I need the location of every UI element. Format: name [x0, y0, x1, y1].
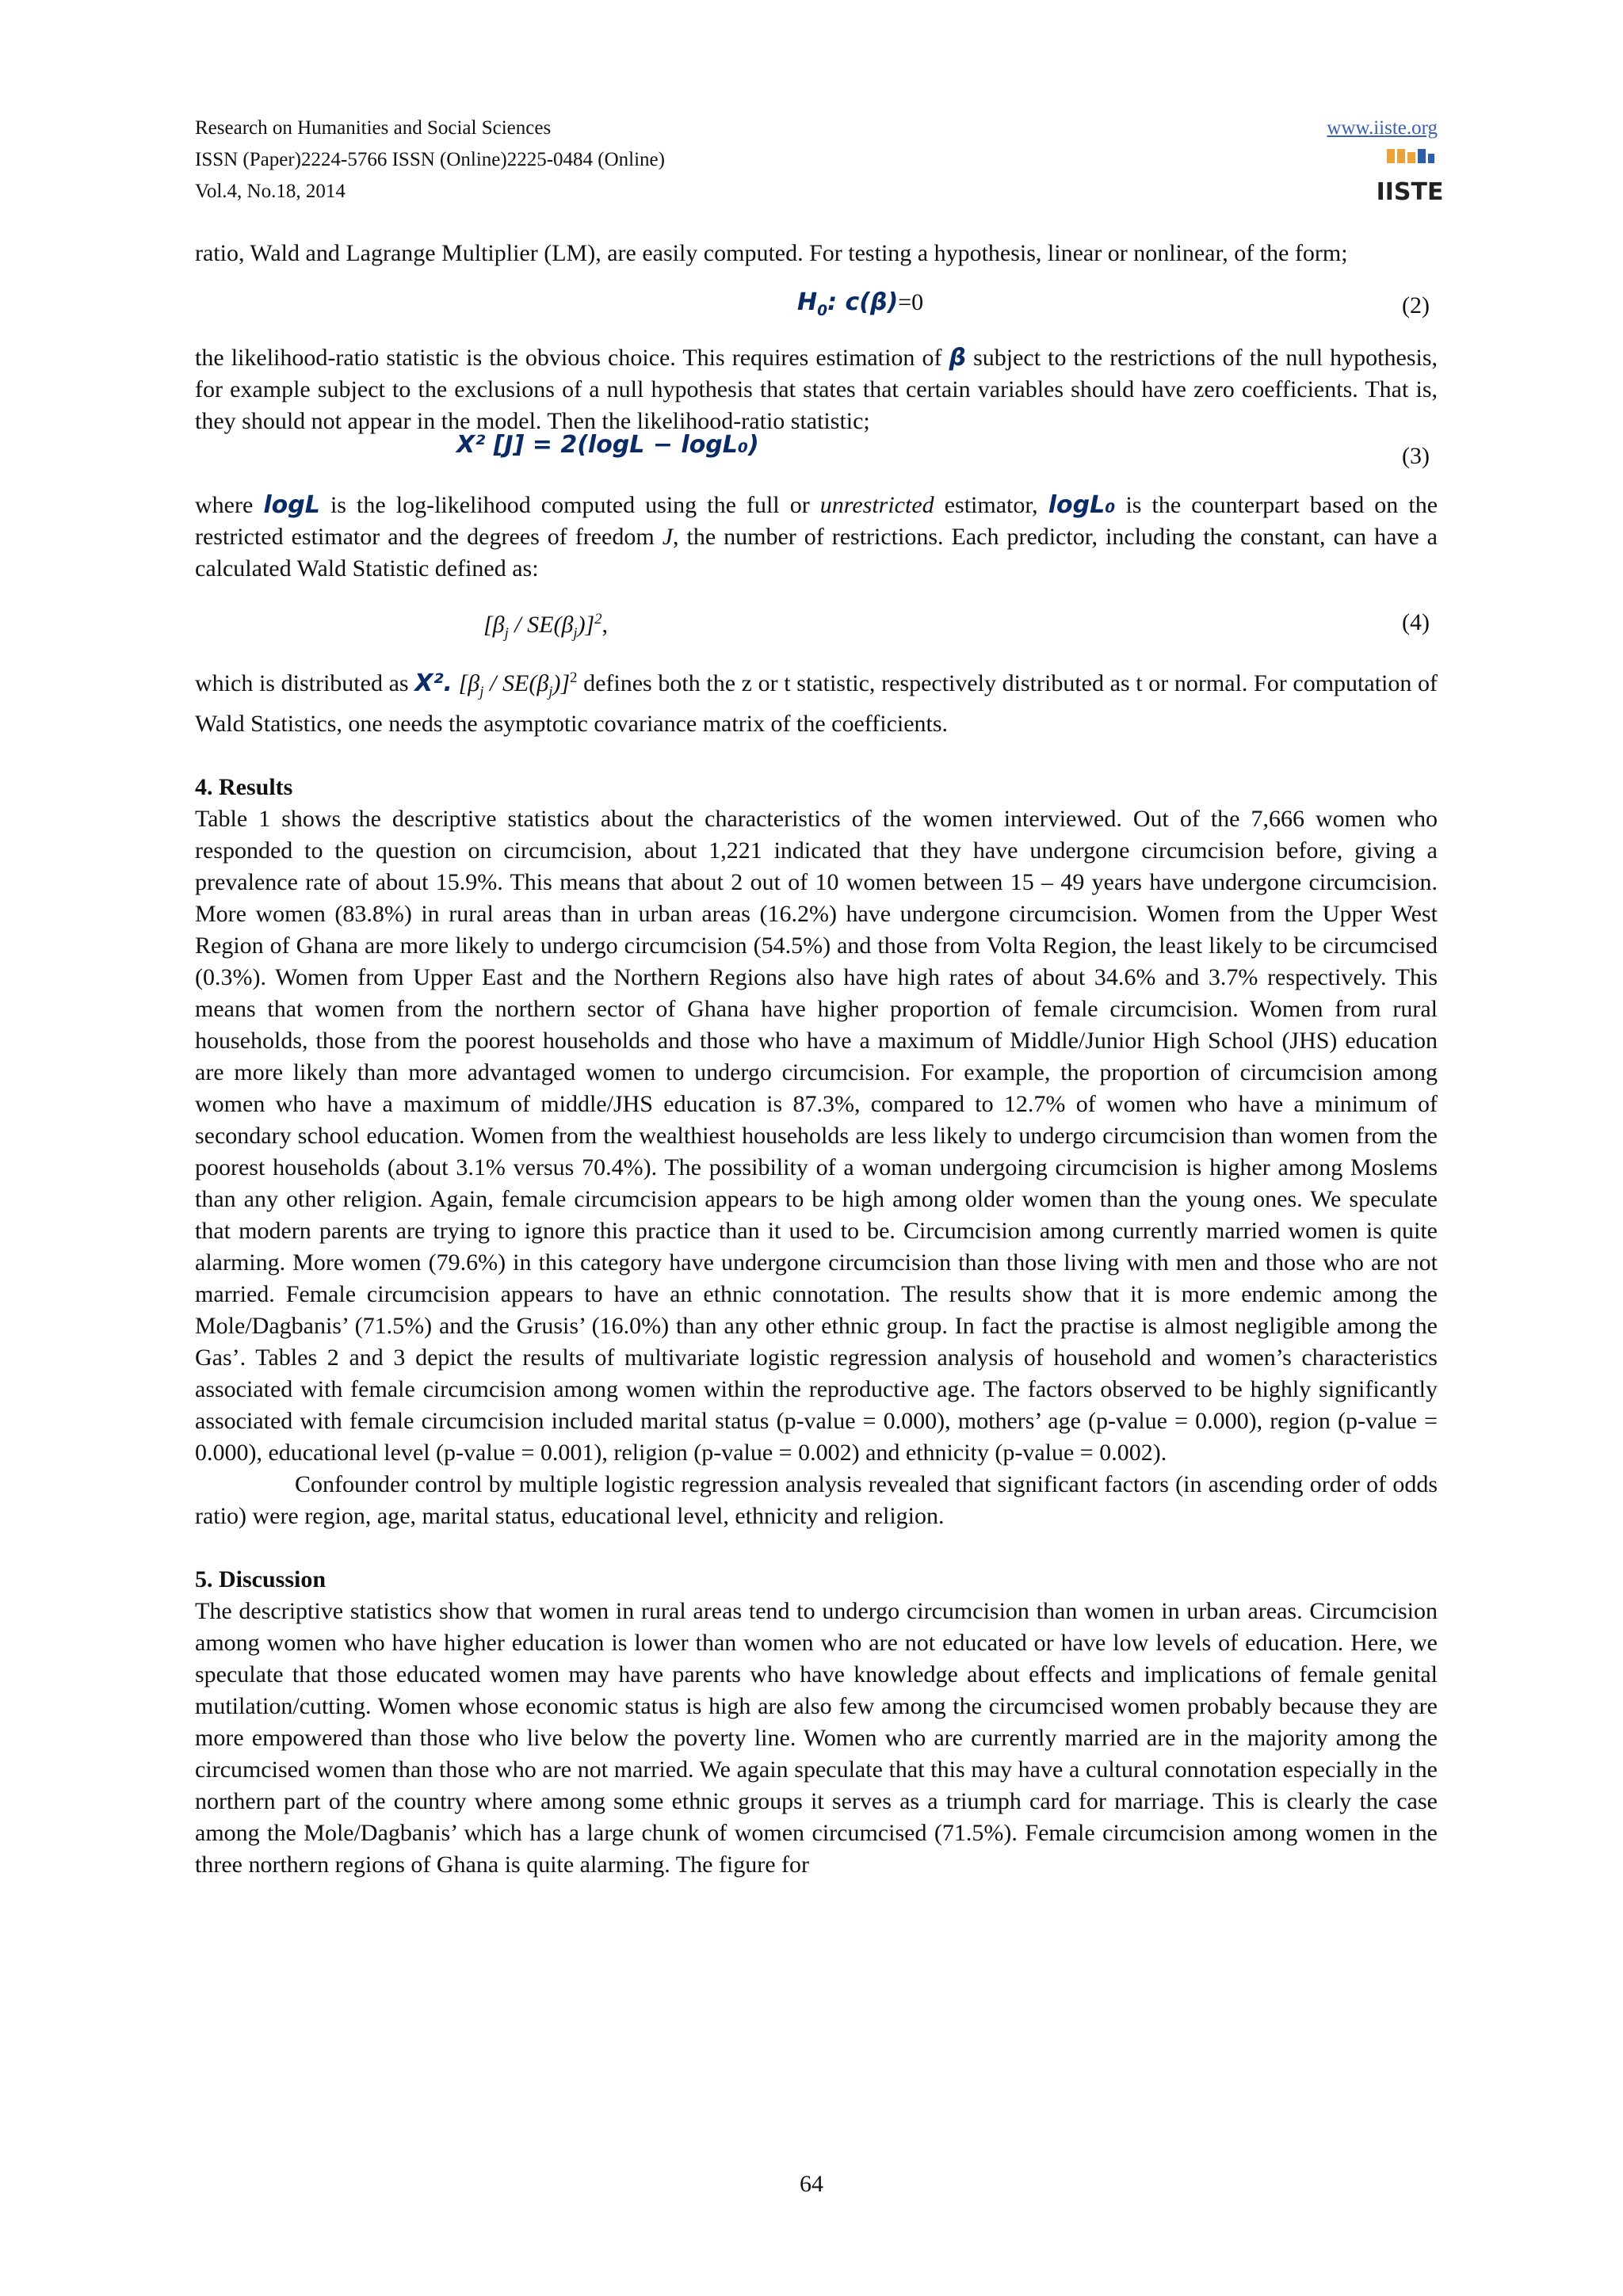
- equation-2-expression: $H_0$: c(β)=0: [797, 288, 924, 319]
- intro-paragraph: ratio, Wald and Lagrange Multiplier (LM), are easily computed. For testing a hypothesis, linear or nonlinear, of the form;: [195, 240, 1348, 266]
- volume-line: Vol.4, No.18, 2014: [195, 181, 346, 202]
- likelihood-ratio-paragraph: the likelihood-ratio statistic is the obvious choice. This requires estimation of β subject to the restrictions of the null hypothesis, for example subject to the exclusions of a null hypothesis that states that certain variables should have zero coefficients. That is, they should not appear in the model. Then the likelihood-ratio statistic;: [195, 344, 1438, 434]
- where-paragraph: where logL is the log-likelihood computed using the full or unrestricted estimator, logL₀ is the counterpart based on the restricted estimator and the degrees of freedom J, the number of restrictions. Each predictor, including the constant, can have a calculated Wald Statistic defined as:: [195, 491, 1438, 582]
- equation-2-number: (2): [1402, 292, 1430, 318]
- equation-4: [195, 604, 1438, 643]
- page-number: 64: [800, 2171, 823, 2197]
- distribution-paragraph: which is distributed as X². $[\beta_j / SE(\beta_j)]^2$ defines both the z or t statistic, respectively distributed as t or normal. For computation of Wald Statistics, one needs the asymptotic covariance matrix of the coefficients.: [195, 669, 1438, 737]
- discussion-paragraph: The descriptive statistics show that women in rural areas tend to undergo circumcision than women in urban areas. Circumcision among women who have higher education is lower than women who are not educated or have low levels of education. Here, we speculate that those educated women may have parents who have knowledge about effects and implications of female genital mutilation/cutting. Women whose economic status is high are also few among the circumcised women probably because they are more empowered than those who live below the poverty line. Women who are currently married are in the majority among the circumcised women than those who are not married. We again speculate that this may have a cultural connotation especially in the northern part of the country where among some ethnic groups it serves as a triumph card for marriage. This is clearly the case among the Mole/Dagbanis’ which has a large chunk of women circumcised (71.5%). Female circumcision among women in the three northern regions of Ghana is quite alarming. The figure for: [195, 1598, 1438, 1878]
- equation-3-number: (3): [1402, 443, 1430, 469]
- results-paragraph-2: Confounder control by multiple logistic regression analysis revealed that significant factors (in ascending order of odds ratio) were region, age, marital status, educational level, ethnicity and religion.: [195, 1471, 1438, 1529]
- logo-text: IISTE: [1376, 178, 1444, 206]
- discussion-heading: 5. Discussion: [195, 1566, 327, 1592]
- equation-3: [195, 431, 1438, 474]
- equation-2: [195, 287, 1438, 326]
- results-heading: 4. Results: [195, 774, 293, 800]
- equation-4-expression: $[\beta_j / SE(\beta_j)]^2$,: [483, 611, 609, 642]
- journal-name: Research on Humanities and Social Sciences: [195, 117, 552, 139]
- issn-line: ISSN (Paper)2224-5766 ISSN (Online)2225-0484 (Online): [195, 149, 665, 170]
- journal-url-link[interactable]: www.iiste.org: [1327, 117, 1438, 139]
- results-paragraph: Table 1 shows the descriptive statistics about the characteristics of the women interviewed. Out of the 7,666 women who responded to the question on circumcision, about 1,221 indicated that they have undergone circumcision before, giving a prevalence rate of about 15.9%. This means that about 2 out of 10 women between 15 – 49 years have undergone circumcision. More women (83.8%) in rural areas than in urban areas (16.2%) have undergone circumcision. Women from the Upper West Region of Ghana are more likely to undergo circumcision (54.5%) and those from Volta Region, the least likely to be circumcised (0.3%). Women from Upper East and the Northern Regions also have high rates of about 34.6% and 3.7% respectively. This means that women from the northern sector of Ghana have higher proportion of female circumcision. Women from rural households, those from the poorest households and those who have a maximum of Middle/Junior High School (JHS) education are more likely than more advantaged women to undergo circumcision. For example, the proportion of circumcision among women who have a maximum of middle/JHS education is 87.3%, compared to 12.7% of women who have a minimum of secondary school education. Women from the wealthiest households are less likely to undergo circumcision than women from the poorest households (about 3.1% versus 70.4%). The possibility of a woman undergoing circumcision is higher among Moslems than any other religion. Again, female circumcision appears to be high among older women than the young ones. We speculate that modern parents are trying to ignore this practice than it used to be. Circumcision among currently married women is quite alarming. More women (79.6%) in this category have undergone circumcision than those living with men and those who are not married. Female circumcision appears to have an ethnic connotation. The results show that it is more endemic among the Mole/Dagbanis’ (71.5%) and the Grusis’ (16.0%) than any other ethnic group. In fact the practise is almost negligible among the Gas’. Tables 2 and 3 depict the results of multivariate logistic regression analysis of household and women’s characteristics associated with female circumcision among women within the reproductive age. The factors observed to be highly significantly associated with female circumcision included marital status (p-value = 0.000), mothers’ age (p-value = 0.000), region (p-value = 0.000), educational level (p-value = 0.001), religion (p-value = 0.002) and ethnicity (p-value = 0.002).: [195, 806, 1438, 1466]
- equation-4-number: (4): [1402, 609, 1430, 635]
- iiste-logo-icon: [1376, 147, 1444, 206]
- equation-3-expression: X² [J] = 2(logL − logL₀): [456, 431, 759, 459]
- body-text: [195, 238, 1438, 1881]
- page-header: [195, 113, 1444, 208]
